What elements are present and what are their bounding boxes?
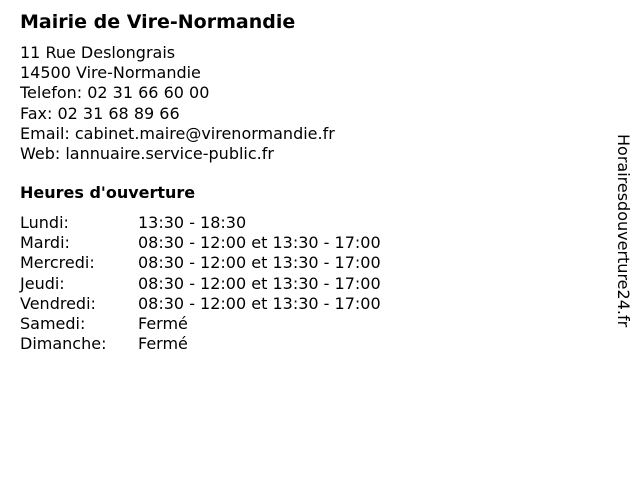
- hours-row-monday: [20, 213, 381, 233]
- opening-hours-table: [20, 213, 381, 354]
- day-hours: Fermé: [138, 334, 188, 354]
- day-label: Samedi:: [20, 313, 86, 333]
- hours-row-tuesday: [20, 233, 381, 253]
- day-hours: 08:30 - 12:00 et 13:30 - 17:00: [138, 273, 381, 293]
- street-address: 11 Rue Deslongrais: [20, 43, 176, 62]
- day-label: Mercredi:: [20, 253, 95, 273]
- postal-city: 14500 Vire-Normandie: [20, 63, 201, 83]
- day-label: Vendredi:: [20, 293, 96, 313]
- phone-number: Telefon: 02 31 66 60 00: [20, 83, 210, 103]
- page-title: Mairie de Vire-Normandie: [20, 11, 296, 33]
- address-block: [20, 43, 335, 164]
- day-label: Lundi:: [20, 213, 69, 232]
- fax-number: Fax: 02 31 68 89 66: [20, 103, 180, 123]
- hours-heading: Heures d'ouverture: [20, 183, 196, 202]
- hours-row-wednesday: [20, 253, 381, 273]
- day-hours: 08:30 - 12:00 et 13:30 - 17:00: [138, 293, 381, 313]
- website: Web: lannuaire.service-public.fr: [20, 143, 274, 163]
- hours-row-thursday: [20, 274, 381, 294]
- day-hours: 08:30 - 12:00 et 13:30 - 17:00: [138, 233, 381, 253]
- day-hours: Fermé: [138, 313, 188, 333]
- day-hours: 08:30 - 12:00 et 13:30 - 17:00: [138, 253, 381, 273]
- hours-row-friday: [20, 294, 381, 314]
- hours-row-saturday: [20, 314, 381, 334]
- day-label: Mardi:: [20, 233, 70, 253]
- site-watermark: Horairesdouverture24.fr: [614, 134, 633, 328]
- day-label: Jeudi:: [20, 273, 65, 293]
- day-label: Dimanche:: [20, 334, 107, 354]
- email-address: Email: cabinet.maire@virenormandie.fr: [20, 123, 335, 143]
- day-hours: 13:30 - 18:30: [138, 213, 247, 232]
- hours-row-sunday: [20, 334, 381, 354]
